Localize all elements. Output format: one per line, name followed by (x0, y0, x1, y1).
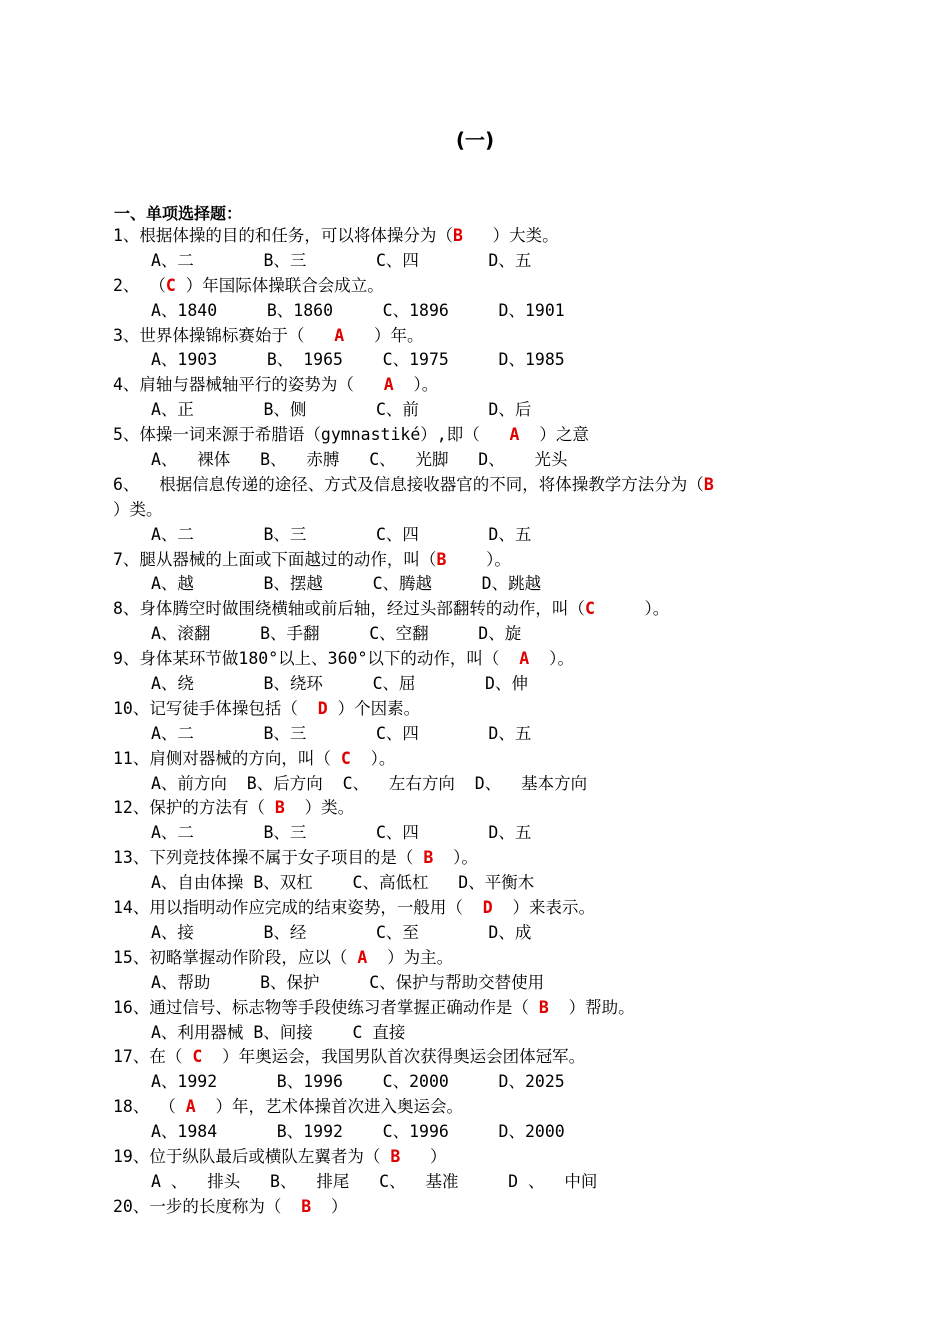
question-text: 2、 （ (113, 275, 166, 295)
question-line (113, 1195, 893, 1220)
answer-options: A、 裸体 B、 赤膊 C、 光脚 D、 光头 (151, 450, 568, 470)
question-line (113, 1095, 893, 1120)
question-line (113, 324, 893, 349)
question-text: 7、腿从器械的上面或下面越过的动作，叫（ (113, 549, 437, 569)
question-text-end: ）之意 (519, 425, 589, 445)
answer-mark: C (165, 275, 176, 295)
question-line (113, 597, 893, 622)
question-text-end: ）。 (393, 375, 439, 395)
question-line (113, 548, 893, 573)
question-text-end: ）来表示。 (492, 898, 596, 918)
question-text: 10、记写徒手体操包括（ (113, 698, 318, 718)
question-line (113, 1145, 893, 1170)
answer-mark: A (185, 1097, 196, 1117)
answer-options: A、二 B、三 C、四 D、五 (151, 524, 532, 544)
question-text: 4、肩轴与器械轴平行的姿势为（ (113, 375, 384, 395)
answer-mark: C (340, 748, 351, 768)
answer-options: A、1984 B、1992 C、1996 D、2000 (151, 1122, 565, 1142)
answer-mark: B (452, 226, 463, 245)
answer-options: A、帮助 B、保护 C、保护与帮助交替使用 (151, 972, 545, 992)
question-text-end: ）年奥运会，我国男队首次获得奥运会团体冠军。 (202, 1047, 586, 1067)
question-text-end: ）类。 (284, 798, 355, 818)
answer-options: A、二 B、三 C、四 D、五 (151, 823, 532, 843)
page-title: (一) (455, 128, 495, 152)
question-text: 5、体操一词来源于希腊语（gymnastiké）,即（ (113, 425, 510, 445)
question-text: 3、世界体操锦标赛始于（ (113, 325, 335, 345)
answer-options: A、前方向 B、后方向 C、 左右方向 D、 基本方向 (151, 773, 588, 793)
answer-options: A、二 B、三 C、四 D、五 (151, 250, 532, 270)
question-line (113, 473, 893, 498)
answer-mark: B (423, 848, 434, 868)
answer-options: A、二 B、三 C、四 D、五 (151, 723, 532, 743)
answer-options: A、1903 B、 1965 C、1975 D、1985 (151, 350, 565, 370)
question-text-end: ）。 (529, 649, 574, 669)
answer-options: A、接 B、经 C、至 D、成 (151, 922, 532, 942)
answer-mark: A (383, 375, 394, 395)
question-line (113, 796, 893, 821)
answer-mark: B (703, 474, 714, 494)
answer-options: A、滚翻 B、手翻 C、空翻 D、旋 (151, 624, 522, 644)
question-line (113, 946, 893, 971)
question-text: 6、 根据信息传递的途径、方式及信息接收器官的不同，将体操教学方法分为（ (113, 474, 704, 494)
question-line (113, 697, 893, 722)
answer-mark: B (274, 798, 285, 818)
question-text: ）类。 (113, 499, 163, 519)
question-text-end: ）大类。 (462, 226, 559, 245)
question-text: 17、在（ (113, 1047, 193, 1067)
question-text: 14、用以指明动作应完成的结束姿势，一般用（ (113, 898, 483, 918)
question-text-end: ）。 (594, 599, 670, 619)
question-text: 9、身体某环节做180°以上、360°以下的动作，叫（ (113, 649, 520, 669)
question-text-end: ） (400, 1146, 447, 1166)
answer-options: A、利用器械 B、间接 C 直接 (151, 1022, 406, 1042)
question-line (113, 647, 893, 672)
question-text: 12、保护的方法有（ (113, 798, 275, 818)
question-text-end: ）年国际体操联合会成立。 (175, 275, 384, 295)
question-text: 20、一步的长度称为（ (113, 1196, 302, 1216)
question-text-end: ）。 (433, 848, 478, 868)
question-line (113, 1045, 893, 1070)
answer-options: A、绕 B、绕环 C、屈 D、伸 (151, 674, 528, 694)
question-line (113, 846, 893, 871)
question-line (113, 896, 893, 921)
question-text-end: ）年，艺术体操首次进入奥运会。 (195, 1097, 464, 1117)
question-text: 15、初略掌握动作阶段，应以（ (113, 947, 358, 967)
question-text-end: ）。 (350, 748, 396, 768)
question-line (113, 423, 893, 448)
answer-mark: C (584, 599, 595, 619)
answer-options: A、越 B、摆越 C、腾越 D、跳越 (151, 574, 542, 594)
answer-mark: A (334, 325, 345, 345)
question-text: 18、 （ (113, 1097, 186, 1117)
answer-mark: C (192, 1047, 203, 1067)
question-text-end: ）帮助。 (548, 997, 635, 1017)
question-text: 8、身体腾空时做围绕横轴或前后轴，经过头部翻转的动作，叫（ (113, 599, 585, 619)
answer-options: A、1840 B、1860 C、1896 D、1901 (151, 300, 565, 320)
answer-mark: D (317, 698, 328, 718)
question-text: 16、通过信号、标志物等手段使练习者掌握正确动作是（ (113, 997, 539, 1017)
question-line (113, 747, 893, 772)
question-line (113, 373, 893, 398)
answer-mark: B (390, 1146, 401, 1166)
answer-options: A、正 B、侧 C、前 D、后 (151, 400, 532, 420)
question-text: 11、肩侧对器械的方向，叫（ (113, 748, 341, 768)
question-text-end: ）个因素。 (327, 698, 421, 718)
answer-mark: A (357, 947, 368, 967)
question-text: 19、位于纵队最后或横队左翼者为（ (113, 1146, 391, 1166)
question-line (113, 996, 893, 1021)
answer-options: A 、 排头 B、 排尾 C、 基准 D 、 中间 (151, 1171, 598, 1191)
question-text: 13、下列竞技体操不属于女子项目的是（ (113, 848, 424, 868)
question-line (113, 274, 893, 299)
question-text: 1、根据体操的目的和任务，可以将体操分为（ (113, 226, 453, 245)
answer-options: A、1992 B、1996 C、2000 D、2025 (151, 1072, 565, 1092)
question-line (113, 498, 893, 523)
question-text-end: ）年。 (344, 325, 424, 345)
section-heading: 一、单项选择题： (114, 204, 243, 223)
answer-mark: B (301, 1196, 312, 1216)
question-text-end: ）为主。 (367, 947, 454, 967)
question-line (113, 224, 893, 249)
answer-mark: D (482, 898, 493, 918)
answer-mark: B (538, 997, 549, 1017)
question-text-end: ） (311, 1196, 348, 1216)
answer-mark: A (509, 425, 520, 445)
question-text-end: ）。 (446, 549, 511, 569)
answer-mark: B (436, 549, 447, 569)
answer-options: A、自由体操 B、双杠 C、高低杠 D、平衡木 (151, 873, 535, 893)
answer-mark: A (519, 649, 530, 669)
question-list (113, 224, 893, 1220)
